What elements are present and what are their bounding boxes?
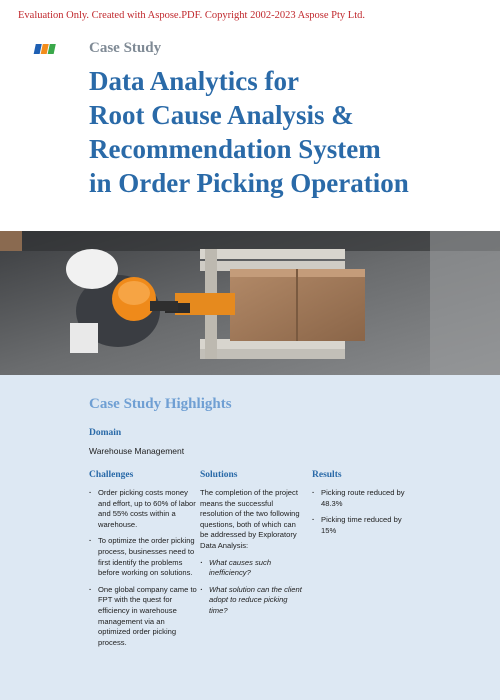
title-line: Data Analytics for bbox=[89, 66, 299, 96]
domain-value: Warehouse Management bbox=[89, 446, 185, 456]
case-study-label: Case Study bbox=[89, 40, 162, 56]
result-item: · Picking route reduced by 48.3% bbox=[312, 488, 412, 509]
solution-question: · What causes such inefficiency? bbox=[200, 558, 306, 579]
fpt-logo-icon bbox=[32, 43, 58, 55]
solutions-heading: Solutions bbox=[200, 470, 238, 480]
results-column bbox=[312, 470, 412, 542]
domain-label: Domain bbox=[89, 428, 122, 438]
warehouse-photo bbox=[0, 231, 500, 375]
solution-question: · What solution can the client adopt to reduce picking time? bbox=[200, 585, 306, 617]
highlights-title: Case Study Highlights bbox=[89, 396, 232, 412]
challenge-item: · One global company came to FPT with the quest for efficiency in warehouse management via an optimized order picking process. bbox=[89, 585, 197, 649]
challenge-item: · To optimize the order picking process, businesses need to first identify the problems before working on solutions. bbox=[89, 536, 197, 578]
case-study-highlights-section bbox=[0, 375, 500, 700]
solutions-intro: The completion of the project means the successful resolution of the two following questions, both of which can be addressed by Exploratory Data Analysis: bbox=[200, 488, 300, 550]
results-heading: Results bbox=[312, 470, 342, 480]
title-line: Root Cause Analysis & bbox=[89, 100, 354, 130]
watermark-text: Evaluation Only. Created with Aspose.PDF. Copyright 2002-2023 Aspose Pty Ltd. bbox=[18, 10, 366, 21]
title-line: in Order Picking Operation bbox=[89, 168, 409, 198]
challenges-column bbox=[89, 470, 197, 654]
page-title bbox=[89, 64, 489, 200]
result-item: · Picking time reduced by 15% bbox=[312, 515, 412, 536]
solutions-column bbox=[200, 470, 306, 623]
challenge-item: · Order picking costs money and effort, up to 60% of labor and 55% costs within a warehouse. bbox=[89, 488, 197, 530]
title-line: Recommendation System bbox=[89, 134, 381, 164]
challenges-heading: Challenges bbox=[89, 470, 134, 480]
warehouse-worker-image bbox=[0, 231, 500, 375]
